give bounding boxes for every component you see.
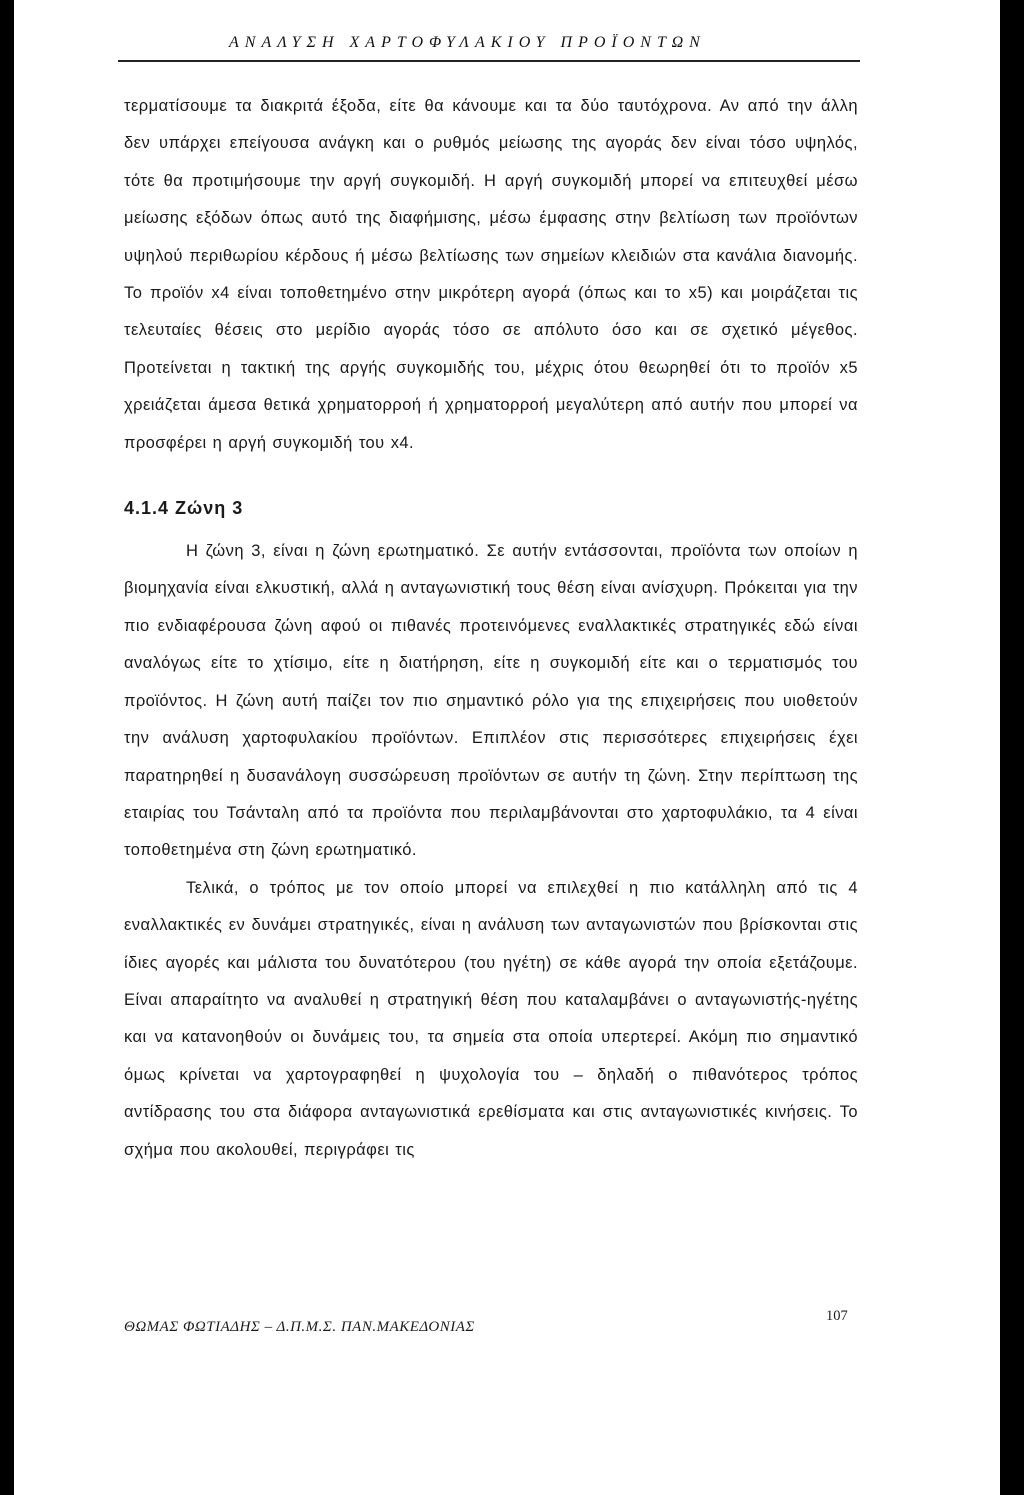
header-rule — [118, 60, 860, 62]
paragraph: Τελικά, ο τρόπος με τον οποίο μπορεί να επιλεχθεί η πιο κατάλληλη από τις 4 εναλλακτικές εν δυνάμει στρατηγικές, είναι η ανάλυση των ανταγωνιστών που βρίσκονται στις ίδιες αγορές και μάλιστα του δυνατότερου (του ηγέτη) σε κάθε αγορά την οποία εξετάζουμε. Είναι απαραίτητο να αναλυθεί η στρατηγική θέση που καταλαμβάνει ο ανταγωνιστής-ηγέτης και να κατανοηθούν οι δυνάμεις του, τα σημεία στα οποία υπερτερεί. Ακόμη πιο σημαντικό όμως κρίνεται να χαρτογραφηθεί η ψυχολογία του – δηλαδή ο πιθανότερος τρόπος αντίδρασης του στα διάφορα ανταγωνιστικά ερεθίσματα και στις ανταγωνιστικές κινήσεις. Το σχήμα που ακολουθεί, περιγράφει τις — [124, 878, 858, 1159]
document-page — [14, 0, 1000, 1495]
page-number: 107 — [826, 1308, 848, 1324]
section-heading: 4.1.4 Ζώνη 3 — [124, 498, 244, 519]
running-header: ΑΝΑΛΥΣΗ ΧΑΡΤΟΦΥΛΑΚΙΟΥ ΠΡΟΪΟΝΤΩΝ — [229, 34, 706, 51]
footer-author: ΘΩΜΑΣ ΦΩΤΙΑΔΗΣ – Δ.Π.Μ.Σ. ΠΑΝ.ΜΑΚΕΔΟΝΙΑΣ — [124, 1319, 475, 1335]
paragraph: τερματίσουμε τα διακριτά έξοδα, είτε θα κάνουμε και τα δύο ταυτόχρονα. Αν από την άλλη δεν υπάρχει επείγουσα ανάγκη και ο ρυθμός μείωσης της αγοράς δεν είναι τόσο υψηλός, τότε θα προτιμήσουμε την αργή συγκομιδή. Η αργή συγκομιδή μπορεί να επιτευχθεί μέσω μείωσης εξόδων όπως αυτό της διαφήμισης, μέσω έμφασης στην βελτίωση των προϊόντων υψηλού περιθωρίου κέρδους ή μέσω βελτίωσης των σημείων κλειδιών στα κανάλια διανομής. Το προϊόν x4 είναι τοποθετημένο στην μικρότερη αγορά (όπως και το x5) και μοιράζεται τις τελευταίες θέσεις στο μερίδιο αγοράς τόσο σε απόλυτο όσο και σε σχετικό μέγεθος. Προτείνεται η τακτική της αργής συγκομιδής του, μέχρις ότου θεωρηθεί ότι το προϊόν x5 χρειάζεται άμεσα θετικά χρηματορροή ή χρηματορροή μεγαλύτερη από αυτήν που μπορεί να προσφέρει η αργή συγκομιδή του x4. — [124, 97, 858, 452]
body-text — [124, 88, 858, 1169]
paragraph: Η ζώνη 3, είναι η ζώνη ερωτηματικό. Σε αυτήν εντάσσονται, προϊόντα των οποίων η βιομηχανία είναι ελκυστική, αλλά η ανταγωνιστική τους θέση είναι ανίσχυρη. Πρόκειται για την πιο ενδιαφέρουσα ζώνη αφού οι πιθανές προτεινόμενες εναλλακτικές στρατηγικές εδώ είναι αναλόγως είτε το χτίσιμο, είτε η διατήρηση, είτε η συγκομιδή είτε και ο τερματισμός του προϊόντος. Η ζώνη αυτή παίζει τον πιο σημαντικό ρόλο για της επιχειρήσεις που υιοθετούν την ανάλυση χαρτοφυλακίου προϊόντων. Επιπλέον στις περισσότερες επιχειρήσεις έχει παρατηρηθεί η δυσανάλογη συσσώρευση προϊόντων σε αυτήν τη ζώνη. Στην περίπτωση της εταιρίας του Τσάνταλη από τα προϊόντα που περιλαμβάνονται στο χαρτοφυλάκιο, τα 4 είναι τοποθετημένα στη ζώνη ερωτηματικό. — [124, 542, 858, 860]
